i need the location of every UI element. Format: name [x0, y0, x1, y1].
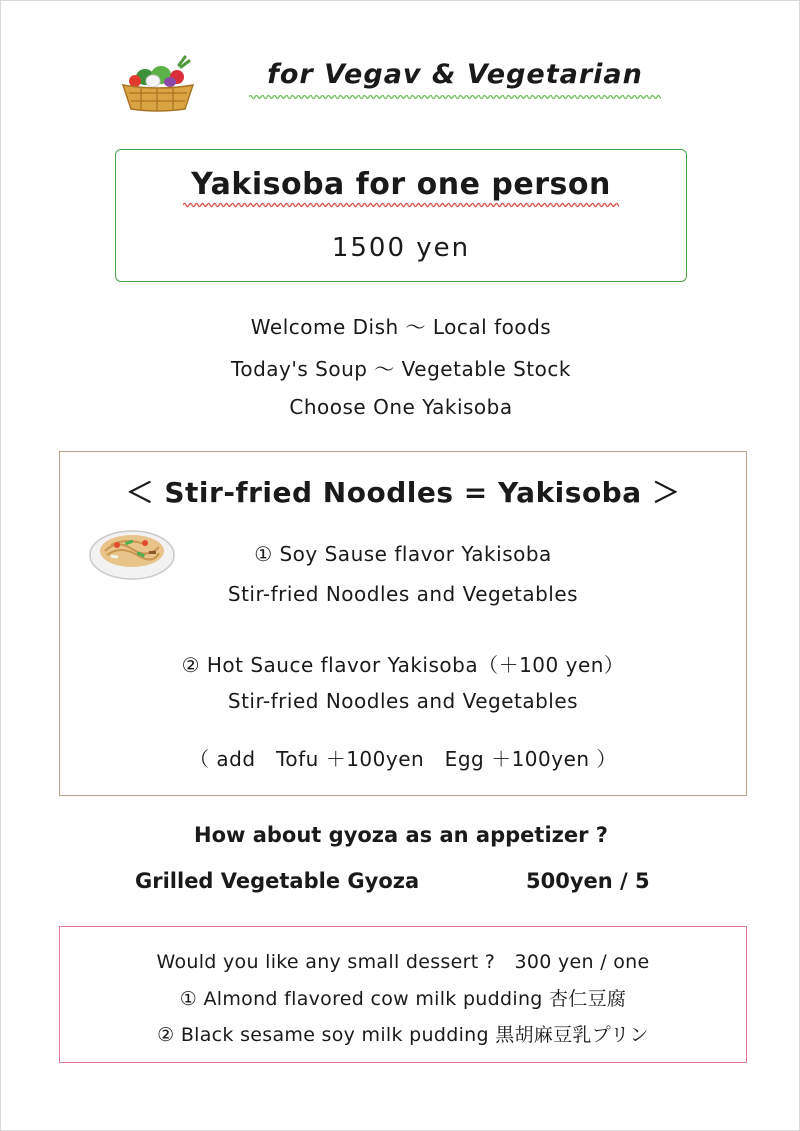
price-title-wavy-underline	[183, 201, 619, 209]
dessert-item-almond: ① Almond flavored cow milk pudding 杏仁豆腐	[179, 988, 627, 1010]
noodle-option1-name: ① Soy Sause flavor Yakisoba	[254, 542, 552, 566]
header-title: for Vegav & Vegetarian	[267, 59, 643, 90]
gyoza-name: Grilled Vegetable Gyoza	[135, 869, 420, 893]
dessert-question: Would you like any small dessert ? 300 yen / one	[156, 951, 650, 973]
noodle-title: ＜ Stir-fried Noodles = Yakisoba ＞	[125, 476, 681, 509]
price-value: 1500 yen	[331, 233, 471, 263]
noodle-option2-name: ② Hot Sauce flavor Yakisoba（＋100 yen）	[181, 653, 625, 677]
price-title: Yakisoba for one person	[191, 167, 611, 202]
header-wavy-underline	[249, 93, 661, 101]
dessert-item-sesame: ② Black sesame soy milk pudding 黒胡麻豆乳プリン	[157, 1024, 649, 1046]
noodle-option2-desc: Stir-fried Noodles and Vegetables	[227, 689, 579, 713]
course-item-soup: Today's Soup ～ Vegetable Stock	[231, 357, 571, 381]
gyoza-price: 500yen / 5	[526, 869, 650, 893]
vegetable-basket-icon	[115, 51, 199, 113]
gyoza-question: How about gyoza as an appetizer ?	[194, 823, 608, 847]
noodle-addons: （ add Tofu ＋100yen Egg ＋100yen ）	[189, 747, 617, 771]
course-item-choose: Choose One Yakisoba	[289, 395, 513, 419]
noodle-option1-desc: Stir-fried Noodles and Vegetables	[227, 582, 579, 606]
course-item-welcome: Welcome Dish ～ Local foods	[250, 315, 552, 339]
